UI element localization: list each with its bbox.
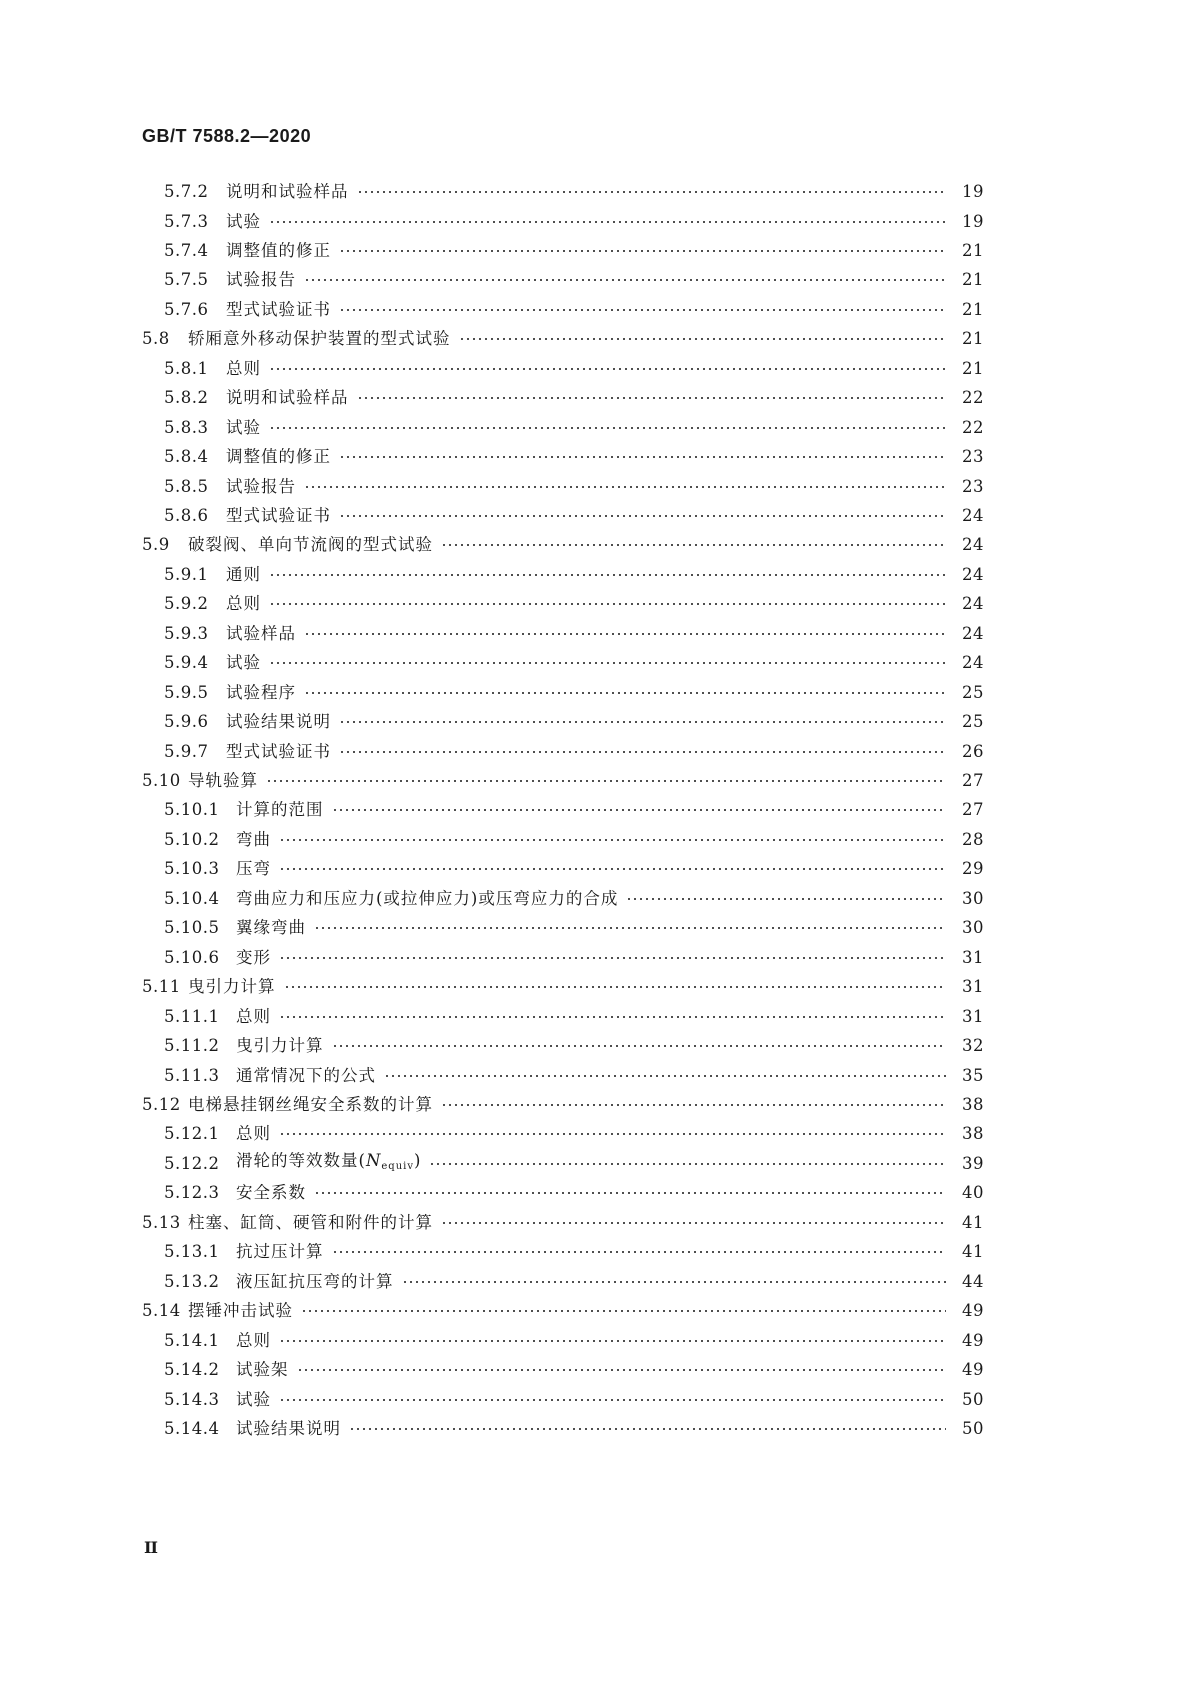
toc-title: 压弯 (236, 859, 271, 879)
toc-entry[interactable] (164, 1181, 984, 1205)
toc-page-number: 19 (962, 182, 984, 201)
document-code: GB/T 7588.2—2020 (142, 126, 312, 146)
toc-title: 型式试验证书 (226, 506, 331, 525)
toc-title: 总则 (236, 1124, 271, 1144)
toc-entry[interactable] (164, 1417, 984, 1441)
dot-leader (429, 1152, 946, 1176)
toc-title-text: ) (413, 1150, 422, 1170)
toc-number: 5.14.4 (164, 1418, 220, 1438)
dot-leader (284, 975, 947, 999)
toc-title: 破裂阀、单向节流阀的型式试验 (188, 535, 433, 555)
toc-number: 5.8.3 (164, 417, 209, 437)
toc-entry[interactable] (164, 1034, 984, 1058)
toc-number: 5.14.1 (164, 1330, 220, 1350)
dot-leader (626, 887, 946, 911)
toc-page-number: 50 (962, 1418, 984, 1438)
toc-entry[interactable] (164, 268, 984, 292)
toc-title: 总则 (226, 594, 261, 614)
toc-page-number: 49 (962, 1360, 984, 1379)
toc-entry[interactable] (142, 1093, 984, 1117)
toc-entry[interactable] (164, 180, 984, 204)
toc-title: 电梯悬挂钢丝绳安全系数的计算 (188, 1095, 433, 1114)
dot-leader (384, 1064, 946, 1088)
toc-entry[interactable] (164, 1005, 984, 1029)
toc-number: 5.7.4 (164, 240, 209, 260)
toc-entry[interactable] (164, 1064, 984, 1088)
toc-page-number: 30 (962, 888, 984, 908)
toc-title: 轿厢意外移动保护装置的型式试验 (188, 329, 451, 349)
dot-leader (304, 475, 946, 499)
toc-page-number: 22 (962, 417, 984, 437)
toc-entry[interactable] (164, 416, 984, 440)
toc-page-number: 27 (962, 800, 984, 820)
toc-entry[interactable] (164, 210, 984, 234)
dot-leader (332, 798, 947, 822)
dot-leader (339, 740, 946, 764)
toc-title: 计算的范围 (236, 800, 324, 820)
toc-title: 试验 (226, 211, 261, 231)
dot-leader (357, 386, 947, 410)
dot-leader (304, 268, 946, 292)
dot-leader (441, 1093, 946, 1117)
dot-leader (339, 298, 946, 322)
dot-leader (279, 857, 946, 881)
toc-number: 5.10.4 (164, 888, 220, 908)
toc-number: 5.12.3 (164, 1183, 220, 1203)
toc-page-number: 24 (962, 623, 984, 643)
toc-page-number: 31 (962, 977, 984, 997)
toc-entry[interactable] (164, 946, 984, 970)
toc-entry[interactable] (164, 357, 984, 381)
toc-number: 5.9.2 (164, 594, 209, 614)
toc-title: 试验 (226, 653, 261, 673)
toc-page-number: 24 (962, 594, 984, 614)
toc-page-number: 25 (962, 712, 984, 732)
toc-page-number: 50 (962, 1389, 984, 1409)
dot-leader (279, 828, 946, 852)
toc-page-number: 44 (962, 1271, 984, 1291)
toc-page-number: 49 (962, 1301, 984, 1321)
toc-title: 试验程序 (226, 682, 296, 702)
toc-title: 抗过压计算 (236, 1242, 324, 1262)
toc-page-number: 21 (962, 299, 984, 319)
toc-number: 5.14.2 (164, 1360, 220, 1379)
toc-page-number: 23 (962, 447, 984, 467)
toc-entry[interactable] (142, 1299, 984, 1323)
toc-title: 试验报告 (226, 476, 296, 496)
toc-page-number: 29 (962, 859, 984, 879)
toc-page-number: 41 (962, 1212, 984, 1232)
toc-number: 5.9.3 (164, 623, 209, 643)
toc-entry[interactable] (164, 798, 984, 822)
toc-title: 型式试验证书 (226, 299, 331, 319)
toc-title: 摆锤冲击试验 (188, 1301, 293, 1321)
toc-entry[interactable] (164, 1122, 984, 1146)
toc-entry[interactable] (164, 445, 984, 469)
toc-number: 5.13.1 (164, 1242, 220, 1262)
toc-number: 5.10.2 (164, 829, 220, 849)
toc-number: 5.10.3 (164, 859, 220, 879)
toc-number: 5.9.1 (164, 564, 209, 584)
toc-entry[interactable] (164, 386, 984, 410)
toc-entry[interactable] (164, 1358, 984, 1382)
toc-number: 5.11.1 (164, 1006, 220, 1026)
toc-page-number: 28 (962, 829, 984, 849)
toc-page-number: 21 (962, 358, 984, 378)
page-number: II (144, 1538, 157, 1557)
toc-entry[interactable] (164, 1152, 984, 1176)
toc-page-number: 24 (962, 653, 984, 673)
toc-page-number: 22 (962, 388, 984, 408)
toc-title: 曳引力计算 (188, 977, 276, 997)
toc-number: 5.7.6 (164, 299, 209, 319)
toc-page-number: 24 (962, 535, 984, 555)
toc-number: 5.10.6 (164, 947, 220, 967)
toc-number: 5.12 (142, 1095, 181, 1114)
toc-entry[interactable] (164, 651, 984, 675)
dot-leader (279, 1388, 946, 1412)
toc-page-number: 38 (962, 1095, 984, 1114)
toc-number: 5.8.2 (164, 388, 209, 408)
dot-leader (314, 916, 946, 940)
toc-page-number: 49 (962, 1330, 984, 1350)
toc-title: 弯曲 (236, 829, 271, 849)
toc-title: 导轨验算 (188, 771, 258, 790)
toc-number: 5.8.6 (164, 506, 209, 525)
dot-leader (339, 504, 946, 528)
toc-entry[interactable] (164, 857, 984, 881)
dot-leader (266, 769, 946, 793)
toc-title: 通常情况下的公式 (236, 1065, 376, 1085)
toc-number: 5.11.3 (164, 1065, 220, 1085)
toc-page-number: 21 (962, 329, 984, 349)
toc-title: 液压缸抗压弯的计算 (236, 1271, 394, 1291)
dot-leader (279, 1329, 946, 1353)
toc-number: 5.8.5 (164, 476, 209, 496)
dot-leader (441, 1211, 946, 1235)
dot-leader (279, 1005, 946, 1029)
toc-title: 试验结果说明 (226, 712, 331, 732)
toc-number: 5.13.2 (164, 1271, 220, 1291)
toc-page-number: 19 (962, 211, 984, 231)
toc-page-number: 21 (962, 270, 984, 290)
toc-page-number: 32 (962, 1036, 984, 1056)
dot-leader (269, 592, 946, 616)
toc-title: 说明和试验样品 (226, 388, 349, 408)
toc-page-number: 31 (962, 1006, 984, 1026)
toc-number: 5.9.7 (164, 741, 209, 761)
dot-leader (269, 357, 946, 381)
toc-entry[interactable] (164, 504, 984, 528)
toc-number: 5.11.2 (164, 1036, 220, 1056)
toc-entry[interactable] (164, 475, 984, 499)
dot-leader (304, 622, 946, 646)
dot-leader (279, 1122, 946, 1146)
dot-leader (402, 1270, 947, 1294)
dot-leader (269, 563, 946, 587)
toc-entry[interactable] (164, 298, 984, 322)
toc-number: 5.10.1 (164, 800, 220, 820)
toc-entry[interactable] (164, 916, 984, 940)
toc-title: 调整值的修正 (226, 240, 331, 260)
toc-title: 试验样品 (226, 623, 296, 643)
toc-title (236, 1149, 421, 1179)
toc-number: 5.9.5 (164, 682, 209, 702)
toc-number: 5.8.4 (164, 447, 209, 467)
toc-page-number: 41 (962, 1242, 984, 1262)
toc-page-number: 21 (962, 240, 984, 260)
toc-number: 5.11 (142, 977, 181, 997)
dot-leader (339, 445, 946, 469)
toc-number: 5.9.6 (164, 712, 209, 732)
toc-entry[interactable] (164, 1329, 984, 1353)
toc-title: 变形 (236, 947, 271, 967)
toc-entry[interactable] (164, 1270, 984, 1294)
toc-page-number: 35 (962, 1065, 984, 1085)
toc-entry[interactable] (142, 1211, 984, 1235)
toc-entry[interactable] (164, 887, 984, 911)
toc-title-text: 滑轮的等效数量( (236, 1150, 366, 1170)
toc-number: 5.9 (142, 535, 170, 555)
toc-number: 5.9.4 (164, 653, 209, 673)
toc-page-number: 30 (962, 918, 984, 938)
dot-leader (332, 1034, 947, 1058)
toc-entry[interactable] (164, 592, 984, 616)
dot-leader (304, 681, 946, 705)
toc-entry[interactable] (164, 1240, 984, 1264)
toc-page-number: 40 (962, 1183, 984, 1203)
toc-title: 柱塞、缸筒、硬管和附件的计算 (188, 1212, 433, 1232)
toc-page-number: 23 (962, 476, 984, 496)
toc-entry[interactable] (164, 622, 984, 646)
dot-leader (314, 1181, 946, 1205)
dot-leader (339, 710, 946, 734)
toc-title: 翼缘弯曲 (236, 918, 306, 938)
toc-title: 总则 (236, 1330, 271, 1350)
toc-entry[interactable] (164, 828, 984, 852)
toc-number: 5.7.3 (164, 211, 209, 231)
toc-page-number: 25 (962, 682, 984, 702)
toc-entry[interactable] (164, 740, 984, 764)
toc-number: 5.10.5 (164, 918, 220, 938)
toc-page-number: 39 (962, 1153, 984, 1173)
math-variable: N (365, 1150, 382, 1170)
toc-page-number: 38 (962, 1124, 984, 1144)
dot-leader (279, 946, 946, 970)
toc-title: 说明和试验样品 (226, 182, 349, 201)
toc-title: 试验 (236, 1389, 271, 1409)
math-subscript: equiv (381, 1160, 414, 1172)
dot-leader (332, 1240, 947, 1264)
toc-entry[interactable] (142, 327, 984, 351)
toc-number: 5.14.3 (164, 1389, 220, 1409)
toc-entry[interactable] (164, 681, 984, 705)
dot-leader (441, 533, 946, 557)
toc-title: 试验 (226, 417, 261, 437)
toc-title: 安全系数 (236, 1183, 306, 1203)
dot-leader (301, 1299, 946, 1323)
dot-leader (269, 651, 946, 675)
dot-leader (339, 239, 946, 263)
dot-leader (269, 210, 946, 234)
toc-entry[interactable] (164, 1388, 984, 1412)
toc-entry[interactable] (142, 975, 984, 999)
toc-page-number: 31 (962, 947, 984, 967)
toc-page-number: 26 (962, 741, 984, 761)
dot-leader (269, 416, 946, 440)
toc-number: 5.7.2 (164, 182, 209, 201)
toc-title: 试验报告 (226, 270, 296, 290)
toc-number: 5.12.1 (164, 1124, 220, 1144)
toc-entry[interactable] (164, 563, 984, 587)
toc-number: 5.14 (142, 1301, 181, 1321)
toc-page-number: 24 (962, 506, 984, 525)
toc-title: 调整值的修正 (226, 447, 331, 467)
toc-title: 弯曲应力和压应力(或拉伸应力)或压弯应力的合成 (236, 888, 619, 908)
toc-number: 5.8 (142, 329, 170, 349)
toc-title: 通则 (226, 564, 261, 584)
toc-entry[interactable] (142, 769, 984, 793)
toc-title: 试验架 (236, 1360, 289, 1379)
toc-title: 曳引力计算 (236, 1036, 324, 1056)
dot-leader (357, 180, 947, 204)
toc-title: 试验结果说明 (236, 1418, 341, 1438)
toc-entry[interactable] (142, 533, 984, 557)
toc-page-number: 24 (962, 564, 984, 584)
toc-number: 5.10 (142, 771, 181, 790)
dot-leader (297, 1358, 947, 1382)
toc-title: 总则 (236, 1006, 271, 1026)
dot-leader (349, 1417, 946, 1441)
toc-number: 5.13 (142, 1212, 181, 1232)
toc-number: 5.12.2 (164, 1153, 220, 1173)
toc-page-number: 27 (962, 771, 984, 790)
toc-number: 5.7.5 (164, 270, 209, 290)
toc-entry[interactable] (164, 239, 984, 263)
toc-number: 5.8.1 (164, 358, 209, 378)
toc-entry[interactable] (164, 710, 984, 734)
dot-leader (459, 327, 947, 351)
toc-title: 总则 (226, 358, 261, 378)
toc-title: 型式试验证书 (226, 741, 331, 761)
